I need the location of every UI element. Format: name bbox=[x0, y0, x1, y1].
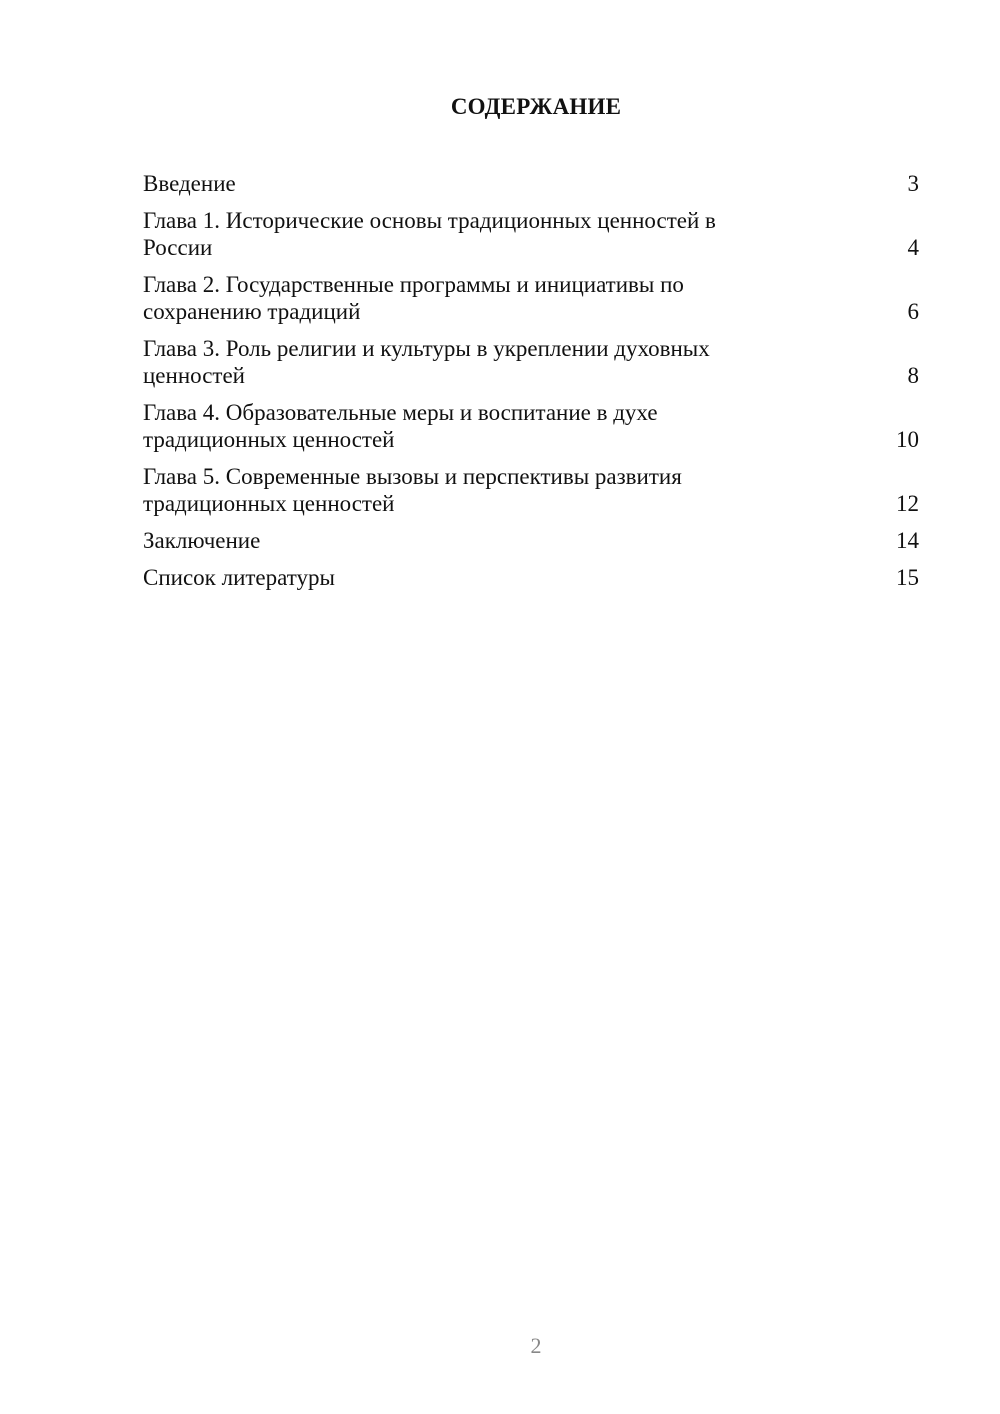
toc-item-chapter-5[interactable] bbox=[143, 463, 919, 517]
toc-item-chapter-2[interactable] bbox=[143, 271, 919, 325]
toc-item-text: Список литературы bbox=[143, 565, 335, 590]
page-number: 2 bbox=[530, 1333, 542, 1358]
toc-item-page: 6 bbox=[907, 299, 919, 324]
toc-item-page: 4 bbox=[907, 235, 919, 260]
toc-item-text: Введение bbox=[143, 171, 236, 196]
toc-item-page: 3 bbox=[907, 171, 919, 196]
toc-item-text: Глава 4. Образовательные меры и воспитание в духе традиционных ценностей bbox=[143, 400, 658, 452]
toc-item-page: 10 bbox=[896, 427, 919, 452]
toc-item-page: 8 bbox=[907, 363, 919, 388]
toc-item-page: 12 bbox=[896, 491, 919, 516]
toc-item-chapter-4[interactable] bbox=[143, 399, 919, 453]
toc-item-text: Глава 3. Роль религии и культуры в укреплении духовных ценностей bbox=[143, 336, 710, 388]
toc-item-text: Глава 5. Современные вызовы и перспективы развития традиционных ценностей bbox=[143, 464, 682, 516]
toc-item-bibliography[interactable] bbox=[143, 564, 919, 591]
toc-item-introduction[interactable] bbox=[143, 170, 919, 197]
toc-item-chapter-1[interactable] bbox=[143, 207, 919, 261]
toc-item-text: Глава 2. Государственные программы и инициативы по сохранению традиций bbox=[143, 272, 684, 324]
table-of-contents bbox=[143, 170, 919, 601]
toc-item-page: 15 bbox=[896, 565, 919, 590]
toc-item-page: 14 bbox=[896, 528, 919, 553]
toc-item-text: Глава 1. Исторические основы традиционных ценностей в России bbox=[143, 208, 716, 260]
toc-item-text: Заключение bbox=[143, 528, 261, 553]
toc-item-chapter-3[interactable] bbox=[143, 335, 919, 389]
toc-item-conclusion[interactable] bbox=[143, 527, 919, 554]
page-title: СОДЕРЖАНИЕ bbox=[450, 94, 622, 119]
